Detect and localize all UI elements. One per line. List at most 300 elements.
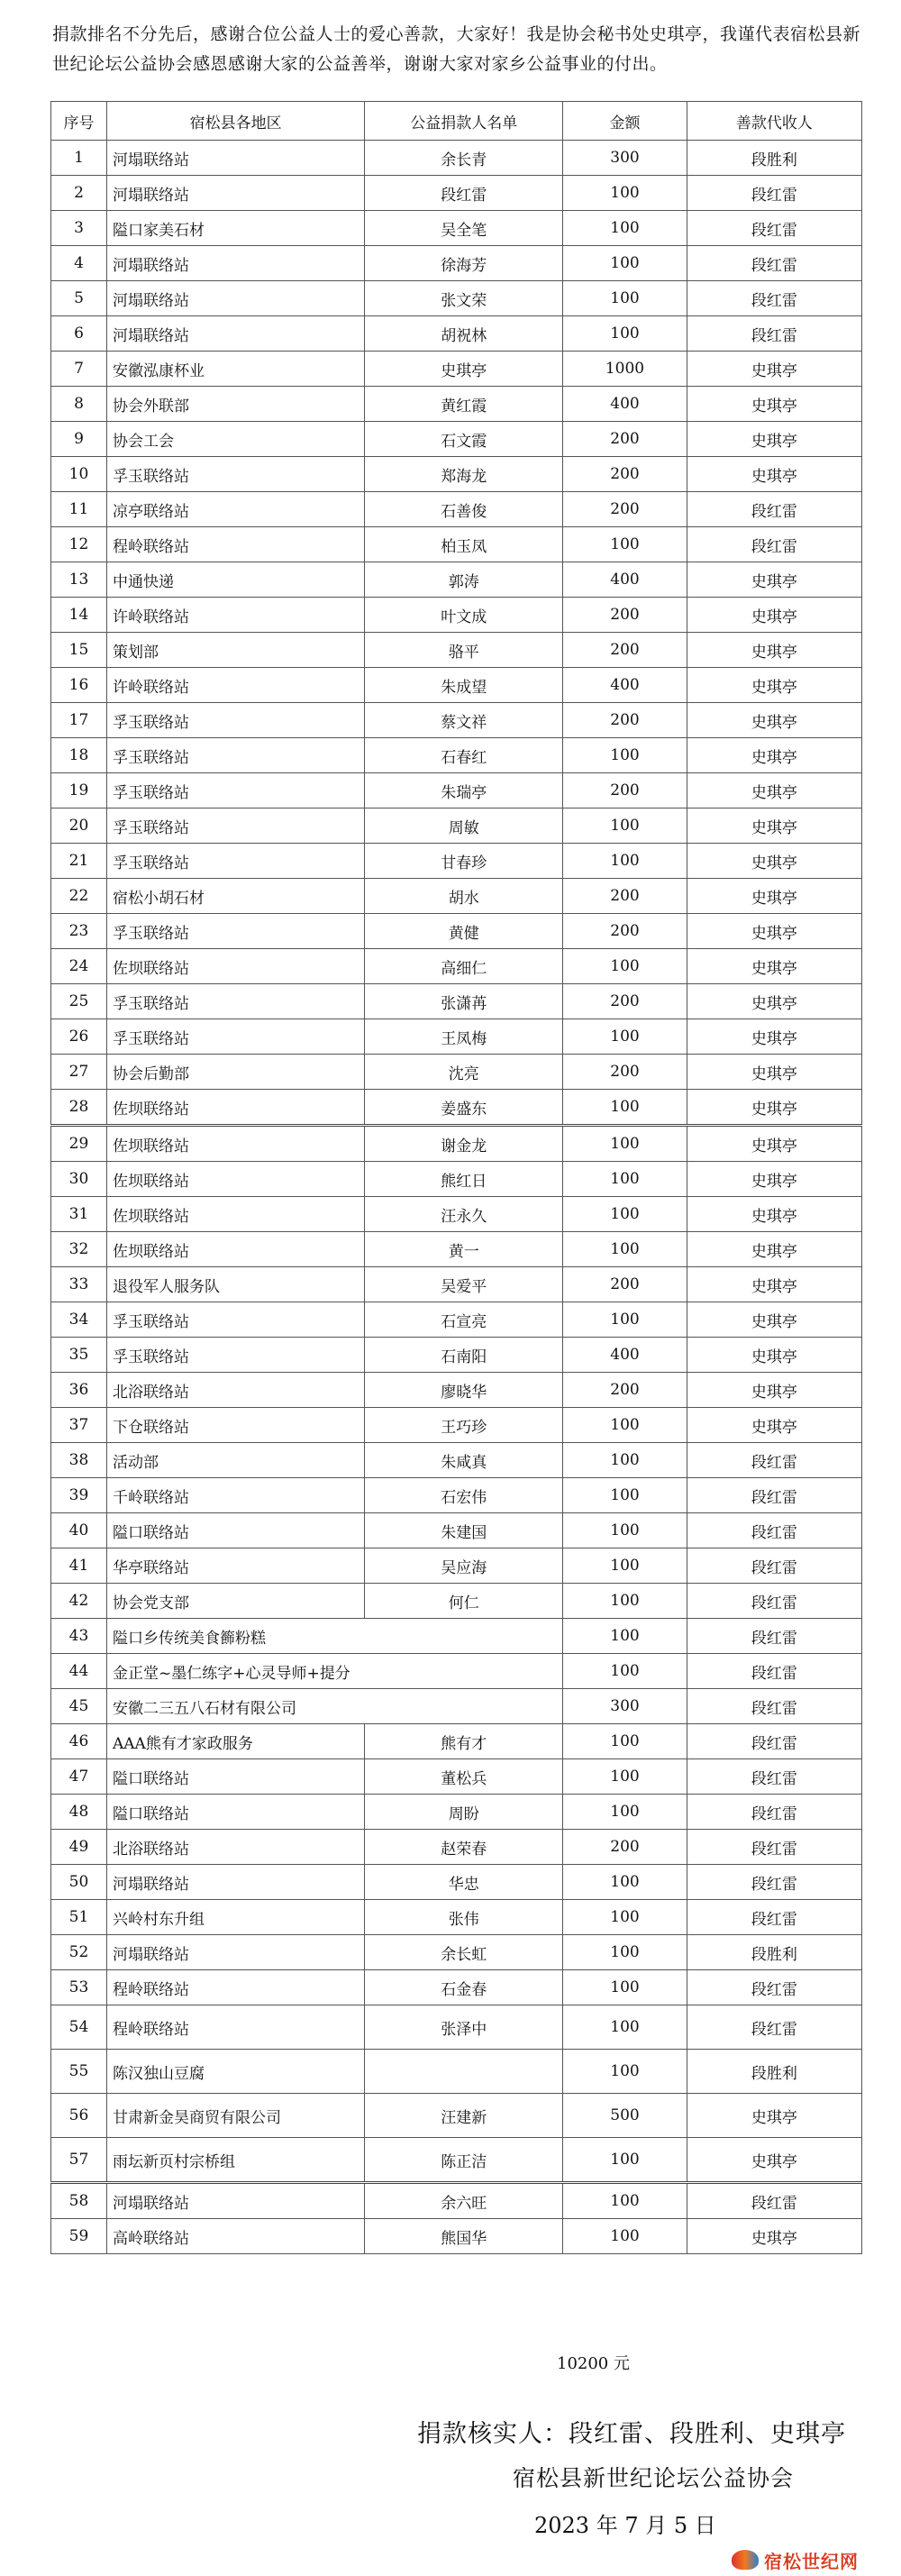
cell-region: 协会后勤部 — [106, 1055, 364, 1090]
cell-receiver: 段胜利 — [687, 1935, 861, 1970]
table-row — [51, 1267, 862, 1302]
cell-region: 佐坝联络站 — [106, 1126, 364, 1162]
cell-amount: 100 — [563, 1302, 687, 1338]
table-row — [51, 1338, 862, 1373]
cell-region: 隘口联络站 — [106, 1513, 364, 1548]
cell-receiver: 段红雷 — [687, 316, 861, 352]
cell-receiver: 段红雷 — [687, 1584, 861, 1619]
cell-name: 史琪亭 — [365, 352, 563, 387]
cell-receiver: 史琪亭 — [687, 703, 861, 738]
cell-name: 骆平 — [365, 633, 563, 668]
cell-no: 30 — [51, 1162, 107, 1197]
cell-receiver: 史琪亭 — [687, 1267, 861, 1302]
cell-no: 5 — [51, 281, 107, 316]
cell-region: 隘口联络站 — [106, 1759, 364, 1795]
cell-no: 53 — [51, 1970, 107, 2005]
table-row — [51, 1408, 862, 1443]
cell-no: 36 — [51, 1373, 107, 1408]
cell-no: 51 — [51, 1900, 107, 1935]
cell-name: 高细仁 — [365, 949, 563, 984]
cell-name — [365, 1689, 563, 1724]
cell-name: 朱咸真 — [365, 1443, 563, 1478]
cell-amount: 100 — [563, 1970, 687, 2005]
cell-amount: 1000 — [563, 352, 687, 387]
cell-amount: 100 — [563, 1724, 687, 1759]
cell-receiver: 史琪亭 — [687, 1373, 861, 1408]
cell-receiver: 史琪亭 — [687, 949, 861, 984]
cell-region: 北浴联络站 — [106, 1373, 364, 1408]
cell-name: 石善俊 — [365, 492, 563, 527]
cell-no: 25 — [51, 984, 107, 1019]
cell-amount: 200 — [563, 703, 687, 738]
cell-amount: 100 — [563, 2219, 687, 2254]
cell-region: 兴岭村东升组 — [106, 1900, 364, 1935]
cell-amount: 100 — [563, 949, 687, 984]
cell-region: 华亭联络站 — [106, 1548, 364, 1584]
cell-name: 余长青 — [365, 141, 563, 176]
table-row — [51, 1724, 862, 1759]
cell-receiver: 段红雷 — [687, 1443, 861, 1478]
verifiers-line: 捐款核实人：段红雷、段胜利、史琪亭 — [417, 2420, 846, 2448]
cell-no: 46 — [51, 1724, 107, 1759]
cell-amount: 500 — [563, 2094, 687, 2138]
cell-amount: 100 — [563, 1408, 687, 1443]
cell-receiver: 史琪亭 — [687, 562, 861, 598]
cell-no: 45 — [51, 1689, 107, 1724]
total-amount: 10200 元 — [557, 2354, 630, 2373]
cell-receiver: 史琪亭 — [687, 598, 861, 633]
cell-name: 石南阳 — [365, 1338, 563, 1373]
cell-region: 隘口乡传统美食籂粉糕 — [106, 1619, 364, 1654]
cell-no: 58 — [51, 2183, 107, 2219]
cell-region: 策划部 — [106, 633, 364, 668]
cell-region: 隘口联络站 — [106, 1795, 364, 1830]
cell-region: 佐坝联络站 — [106, 949, 364, 984]
table-row — [51, 1654, 862, 1689]
cell-receiver: 段红雷 — [687, 176, 861, 211]
cell-name: 蔡文祥 — [365, 703, 563, 738]
cell-name: 周敏 — [365, 808, 563, 844]
cell-no: 48 — [51, 1795, 107, 1830]
cell-region: 孚玉联络站 — [106, 1338, 364, 1373]
table-row — [51, 808, 862, 844]
header-amount: 金额 — [563, 102, 687, 141]
cell-name: 胡祝林 — [365, 316, 563, 352]
cell-name: 汪建新 — [365, 2094, 563, 2138]
cell-name: 黄一 — [365, 1232, 563, 1267]
cell-receiver: 史琪亭 — [687, 1162, 861, 1197]
cell-region: 程岭联络站 — [106, 2005, 364, 2050]
cell-region: 河塌联络站 — [106, 281, 364, 316]
table-row — [51, 773, 862, 808]
cell-region: 许岭联络站 — [106, 598, 364, 633]
cell-region: 高岭联络站 — [106, 2219, 364, 2254]
cell-receiver: 段红雷 — [687, 1619, 861, 1654]
cell-name: 石春红 — [365, 738, 563, 773]
cell-name: 张泽中 — [365, 2005, 563, 2050]
cell-name: 熊红日 — [365, 1162, 563, 1197]
cell-region: 陈汉独山豆腐 — [106, 2050, 364, 2094]
cell-receiver: 史琪亭 — [687, 1408, 861, 1443]
cell-region: 退役军人服务队 — [106, 1267, 364, 1302]
table-row — [51, 141, 862, 176]
cell-region: 孚玉联络站 — [106, 914, 364, 949]
cell-receiver: 段红雷 — [687, 211, 861, 246]
cell-amount: 200 — [563, 1830, 687, 1865]
cell-receiver: 段红雷 — [687, 2005, 861, 2050]
table-row — [51, 1126, 862, 1162]
cell-no: 16 — [51, 668, 107, 703]
table-row — [51, 176, 862, 211]
cell-no: 32 — [51, 1232, 107, 1267]
cell-receiver: 史琪亭 — [687, 2138, 861, 2183]
cell-no: 29 — [51, 1126, 107, 1162]
cell-receiver: 段红雷 — [687, 1689, 861, 1724]
cell-no: 47 — [51, 1759, 107, 1795]
table-row — [51, 2050, 862, 2094]
cell-region: 河塌联络站 — [106, 2183, 364, 2219]
cell-name: 华忠 — [365, 1865, 563, 1900]
table-row — [51, 387, 862, 422]
cell-region: 孚玉联络站 — [106, 808, 364, 844]
cell-receiver: 段红雷 — [687, 1724, 861, 1759]
cell-no: 39 — [51, 1478, 107, 1513]
cell-no: 10 — [51, 457, 107, 492]
cell-amount: 100 — [563, 844, 687, 879]
cell-no: 20 — [51, 808, 107, 844]
header-receiver: 善款代收人 — [687, 102, 861, 141]
donation-rows — [51, 141, 862, 2254]
cell-region: 协会工会 — [106, 422, 364, 457]
cell-region: 安徽泓康杯业 — [106, 352, 364, 387]
cell-amount: 400 — [563, 668, 687, 703]
cell-receiver: 史琪亭 — [687, 1232, 861, 1267]
cell-receiver: 段胜利 — [687, 2050, 861, 2094]
table-row — [51, 1970, 862, 2005]
cell-name: 何仁 — [365, 1584, 563, 1619]
table-row — [51, 527, 862, 562]
cell-region: 佐坝联络站 — [106, 1090, 364, 1126]
table-row — [51, 633, 862, 668]
cell-amount: 100 — [563, 1900, 687, 1935]
cell-region: 佐坝联络站 — [106, 1232, 364, 1267]
cell-amount: 100 — [563, 1162, 687, 1197]
table-row — [51, 1584, 862, 1619]
cell-no: 50 — [51, 1865, 107, 1900]
header-region: 宿松县各地区 — [106, 102, 364, 141]
cell-amount: 100 — [563, 1126, 687, 1162]
cell-region: 许岭联络站 — [106, 668, 364, 703]
cell-receiver: 史琪亭 — [687, 422, 861, 457]
cell-no: 43 — [51, 1619, 107, 1654]
cell-receiver: 史琪亭 — [687, 352, 861, 387]
cell-name: 甘春珍 — [365, 844, 563, 879]
cell-receiver: 史琪亭 — [687, 1197, 861, 1232]
cell-name: 胡水 — [365, 879, 563, 914]
cell-name: 张潇苒 — [365, 984, 563, 1019]
cell-no: 41 — [51, 1548, 107, 1584]
header-name: 公益捐款人名单 — [365, 102, 563, 141]
cell-name: 王凤梅 — [365, 1019, 563, 1055]
cell-name: 石宏伟 — [365, 1478, 563, 1513]
cell-amount: 200 — [563, 492, 687, 527]
table-row — [51, 281, 862, 316]
cell-amount: 100 — [563, 2138, 687, 2183]
cell-name: 余六旺 — [365, 2183, 563, 2219]
cell-receiver: 史琪亭 — [687, 1090, 861, 1126]
cell-region: 孚玉联络站 — [106, 703, 364, 738]
cell-name: 熊国华 — [365, 2219, 563, 2254]
cell-name: 段红雷 — [365, 176, 563, 211]
cell-region: 孚玉联络站 — [106, 773, 364, 808]
cell-name: 沈亮 — [365, 1055, 563, 1090]
table-row — [51, 1513, 862, 1548]
cell-no: 2 — [51, 176, 107, 211]
cell-receiver: 史琪亭 — [687, 1126, 861, 1162]
table-row — [51, 703, 862, 738]
cell-receiver: 段红雷 — [687, 2183, 861, 2219]
cell-no: 42 — [51, 1584, 107, 1619]
cell-no: 54 — [51, 2005, 107, 2050]
cell-region: 安徽二三五八石材有限公司 — [106, 1689, 364, 1724]
table-row — [51, 1548, 862, 1584]
cell-region: AAA熊有才家政服务 — [106, 1724, 364, 1759]
cell-amount: 100 — [563, 211, 687, 246]
cell-name: 徐海芳 — [365, 246, 563, 281]
cell-amount: 400 — [563, 387, 687, 422]
cell-no: 31 — [51, 1197, 107, 1232]
cell-no: 21 — [51, 844, 107, 879]
cell-region: 金正堂~墨仁练字+心灵导师+提分 — [106, 1654, 364, 1689]
cell-amount: 100 — [563, 808, 687, 844]
cell-region: 河塌联络站 — [106, 246, 364, 281]
table-row — [51, 1373, 862, 1408]
table-row — [51, 914, 862, 949]
cell-name: 廖晓华 — [365, 1373, 563, 1408]
table-row — [51, 949, 862, 984]
table-row — [51, 1619, 862, 1654]
cell-region: 孚玉联络站 — [106, 738, 364, 773]
cell-receiver: 史琪亭 — [687, 914, 861, 949]
cell-name: 石文霞 — [365, 422, 563, 457]
cell-no: 15 — [51, 633, 107, 668]
cell-region: 千岭联络站 — [106, 1478, 364, 1513]
cell-name — [365, 2050, 563, 2094]
cell-receiver: 史琪亭 — [687, 2219, 861, 2254]
cell-no: 55 — [51, 2050, 107, 2094]
cell-amount: 200 — [563, 457, 687, 492]
cell-no: 14 — [51, 598, 107, 633]
cell-amount: 100 — [563, 1019, 687, 1055]
cell-no: 38 — [51, 1443, 107, 1478]
cell-amount: 100 — [563, 2005, 687, 2050]
table-row — [51, 1162, 862, 1197]
cell-name: 汪永久 — [365, 1197, 563, 1232]
cell-region: 活动部 — [106, 1443, 364, 1478]
cell-region: 协会党支部 — [106, 1584, 364, 1619]
cell-amount: 100 — [563, 1443, 687, 1478]
cell-region: 孚玉联络站 — [106, 844, 364, 879]
table-row — [51, 1935, 862, 1970]
cell-receiver: 史琪亭 — [687, 879, 861, 914]
cell-name: 石金春 — [365, 1970, 563, 2005]
cell-no: 59 — [51, 2219, 107, 2254]
cell-name: 吴全笔 — [365, 211, 563, 246]
cell-name: 赵荣春 — [365, 1830, 563, 1865]
cell-amount: 100 — [563, 1548, 687, 1584]
watermark — [732, 2546, 859, 2573]
cell-name: 石宣亮 — [365, 1302, 563, 1338]
table-row — [51, 1055, 862, 1090]
donation-table — [50, 101, 862, 2254]
cell-name: 郭涛 — [365, 562, 563, 598]
table-row — [51, 1443, 862, 1478]
cell-name: 熊有才 — [365, 1724, 563, 1759]
cell-no: 57 — [51, 2138, 107, 2183]
cell-receiver: 史琪亭 — [687, 387, 861, 422]
cell-receiver: 段红雷 — [687, 1478, 861, 1513]
cell-no: 22 — [51, 879, 107, 914]
cell-amount: 100 — [563, 1619, 687, 1654]
cell-receiver: 史琪亭 — [687, 738, 861, 773]
cell-region: 孚玉联络站 — [106, 1302, 364, 1338]
cell-amount: 100 — [563, 1654, 687, 1689]
cell-no: 7 — [51, 352, 107, 387]
table-row — [51, 2138, 862, 2183]
cell-amount: 100 — [563, 1935, 687, 1970]
cell-name — [365, 1654, 563, 1689]
table-row — [51, 1232, 862, 1267]
cell-receiver: 段红雷 — [687, 1970, 861, 2005]
cell-no: 23 — [51, 914, 107, 949]
cell-no: 8 — [51, 387, 107, 422]
cell-amount: 200 — [563, 914, 687, 949]
cell-region: 宿松小胡石材 — [106, 879, 364, 914]
document-date: 2023 年 7 月 5 日 — [534, 2513, 716, 2538]
cell-region: 下仓联络站 — [106, 1408, 364, 1443]
table-row — [51, 2094, 862, 2138]
cell-receiver: 段红雷 — [687, 1900, 861, 1935]
cell-name: 叶文成 — [365, 598, 563, 633]
table-row — [51, 316, 862, 352]
cell-amount: 400 — [563, 562, 687, 598]
table-row — [51, 492, 862, 527]
cell-amount: 100 — [563, 2183, 687, 2219]
cell-name: 余长虹 — [365, 1935, 563, 1970]
cell-region: 河塌联络站 — [106, 176, 364, 211]
cell-no: 34 — [51, 1302, 107, 1338]
cell-name: 柏玉凤 — [365, 527, 563, 562]
cell-name: 郑海龙 — [365, 457, 563, 492]
table-row — [51, 352, 862, 387]
cell-no: 12 — [51, 527, 107, 562]
cell-amount: 300 — [563, 141, 687, 176]
cell-amount: 100 — [563, 1197, 687, 1232]
cell-name: 朱成望 — [365, 668, 563, 703]
cell-name: 朱建国 — [365, 1513, 563, 1548]
cell-amount: 100 — [563, 1232, 687, 1267]
table-row — [51, 562, 862, 598]
table-row — [51, 457, 862, 492]
cell-receiver: 段红雷 — [687, 1865, 861, 1900]
cell-receiver: 史琪亭 — [687, 633, 861, 668]
cell-receiver: 段红雷 — [687, 527, 861, 562]
cell-receiver: 段红雷 — [687, 281, 861, 316]
cell-no: 24 — [51, 949, 107, 984]
cell-region: 凉亭联络站 — [106, 492, 364, 527]
cell-amount: 100 — [563, 281, 687, 316]
table-row — [51, 422, 862, 457]
cell-amount: 200 — [563, 598, 687, 633]
cell-region: 中通快递 — [106, 562, 364, 598]
cell-amount: 200 — [563, 633, 687, 668]
cell-no: 26 — [51, 1019, 107, 1055]
table-row — [51, 1900, 862, 1935]
header-no: 序号 — [51, 102, 107, 141]
cell-name: 黄红霞 — [365, 387, 563, 422]
table-row — [51, 246, 862, 281]
table-row — [51, 211, 862, 246]
cell-no: 19 — [51, 773, 107, 808]
table-header-row — [51, 102, 862, 141]
cell-name: 张文荣 — [365, 281, 563, 316]
cell-amount: 100 — [563, 176, 687, 211]
cell-receiver: 史琪亭 — [687, 2094, 861, 2138]
cell-name: 谢金龙 — [365, 1126, 563, 1162]
intro-paragraph: 捐款排名不分先后，感谢合位公益人士的爱心善款，大家好！我是协会秘书处史琪亭，我谨代表宿松县新世纪论坛公益协会感恩感谢大家的公益善举，谢谢大家对家乡公益事业的付出。 — [52, 24, 861, 74]
cell-region: 河塌联络站 — [106, 141, 364, 176]
cell-no: 49 — [51, 1830, 107, 1865]
cell-no: 11 — [51, 492, 107, 527]
cell-region: 孚玉联络站 — [106, 1019, 364, 1055]
table-row — [51, 1090, 862, 1126]
cell-name: 董松兵 — [365, 1759, 563, 1795]
cell-no: 13 — [51, 562, 107, 598]
cell-receiver: 史琪亭 — [687, 984, 861, 1019]
cell-no: 52 — [51, 1935, 107, 1970]
cell-region: 佐坝联络站 — [106, 1162, 364, 1197]
cell-receiver: 史琪亭 — [687, 1338, 861, 1373]
cell-amount: 300 — [563, 1689, 687, 1724]
cell-name: 吴爱平 — [365, 1267, 563, 1302]
cell-receiver: 史琪亭 — [687, 668, 861, 703]
cell-region: 河塌联络站 — [106, 1865, 364, 1900]
cell-name: 周盼 — [365, 1795, 563, 1830]
cell-no: 3 — [51, 211, 107, 246]
cell-no: 27 — [51, 1055, 107, 1090]
cell-region: 程岭联络站 — [106, 1970, 364, 2005]
cell-no: 17 — [51, 703, 107, 738]
cell-name: 陈正洁 — [365, 2138, 563, 2183]
cell-receiver: 史琪亭 — [687, 1019, 861, 1055]
table-row — [51, 1302, 862, 1338]
cell-region: 程岭联络站 — [106, 527, 364, 562]
table-row — [51, 1019, 862, 1055]
table-row — [51, 1759, 862, 1795]
cell-region: 佐坝联络站 — [106, 1197, 364, 1232]
cell-receiver: 段红雷 — [687, 1654, 861, 1689]
cell-name: 张伟 — [365, 1900, 563, 1935]
cell-no: 6 — [51, 316, 107, 352]
cell-amount: 200 — [563, 1267, 687, 1302]
cell-amount: 100 — [563, 1513, 687, 1548]
cell-region: 北浴联络站 — [106, 1830, 364, 1865]
table-row — [51, 844, 862, 879]
cell-no: 18 — [51, 738, 107, 773]
cell-amount: 100 — [563, 1584, 687, 1619]
cell-amount: 100 — [563, 316, 687, 352]
organization-name: 宿松县新世纪论坛公益协会 — [513, 2465, 795, 2491]
